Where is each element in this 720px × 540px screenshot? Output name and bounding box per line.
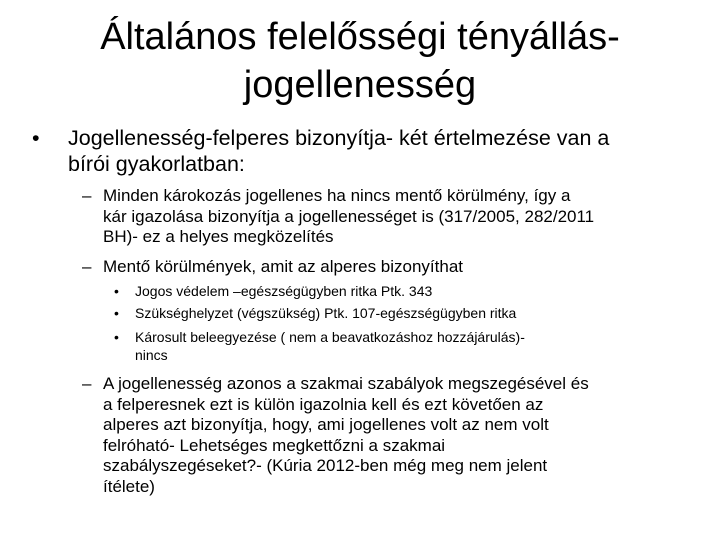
dash-marker: – [82,374,92,393]
sub-bullet-3-line-4: felróható- Lehetséges megkettőzni a szakmai [103,435,446,455]
dash-marker: – [82,186,92,205]
title-line-1: Általános felelősségi tényállás- [100,16,620,58]
sub-bullet-3-text [103,374,681,497]
sub-bullet-2-line-1: Mentő körülmények, amit az alperes bizonyíthat [103,257,464,276]
title-line-2: jogellenesség [243,64,477,106]
subsub-bullet-2-text [135,305,655,323]
sub-bullet-3-line-1: A jogellenesség azonos a szakmai szabályok megszegésével és [103,374,589,393]
subsub-bullet-3-line-2: nincs [135,346,168,363]
sub-bullet-3-line-6: ítélete) [103,476,155,496]
small-bullet-marker: • [114,329,119,345]
sub-bullet-1-line-1: Minden károkozás jogellenes ha nincs mentő körülmény, így a [103,186,571,205]
sub-bullet-1-text [103,186,681,248]
sub-bullet-1-line-2: kár igazolása bizonyítja a jogellenességet is (317/2005, 282/2011 [103,206,595,226]
subsub-bullet-3-line-1: Károsult beleegyezése ( nem a beavatkozáshoz hozzájárulás)- [135,329,525,345]
main-bullet-line-2: bírói gyakorlatban: [68,152,245,176]
dash-marker: – [82,257,92,276]
bullet-marker: • [32,126,40,150]
main-bullet-line-1: Jogellenesség-felperes bizonyítja- két értelmezése van a [68,126,610,150]
subsub-bullet-1-line-1: Jogos védelem –egészségügyben ritka Ptk. 343 [135,283,433,299]
subsub-bullet-1-text [135,283,655,301]
sub-bullet-3-line-2: a felperesnek ezt is külön igazolnia kell és ezt követően az [103,394,544,414]
subsub-bullet-2-line-1: Szükséghelyzet (végszükség) Ptk. 107-egészségügyben ritka [135,305,517,321]
main-bullet-text [68,125,708,177]
sub-bullet-1-line-3: BH)- ez a helyes megközelítés [103,227,334,246]
slide-title [30,13,690,109]
small-bullet-marker: • [114,283,119,299]
small-bullet-marker: • [114,305,119,321]
sub-bullet-2-text [103,257,681,278]
subsub-bullet-3-text [135,329,655,364]
sub-bullet-3-line-5: szabályszegéseket?- (Kúria 2012-ben még meg nem jelent [103,456,548,475]
sub-bullet-3-line-3: alperes azt bizonyítja, hogy, ami jogellenes volt az nem volt [103,415,549,434]
